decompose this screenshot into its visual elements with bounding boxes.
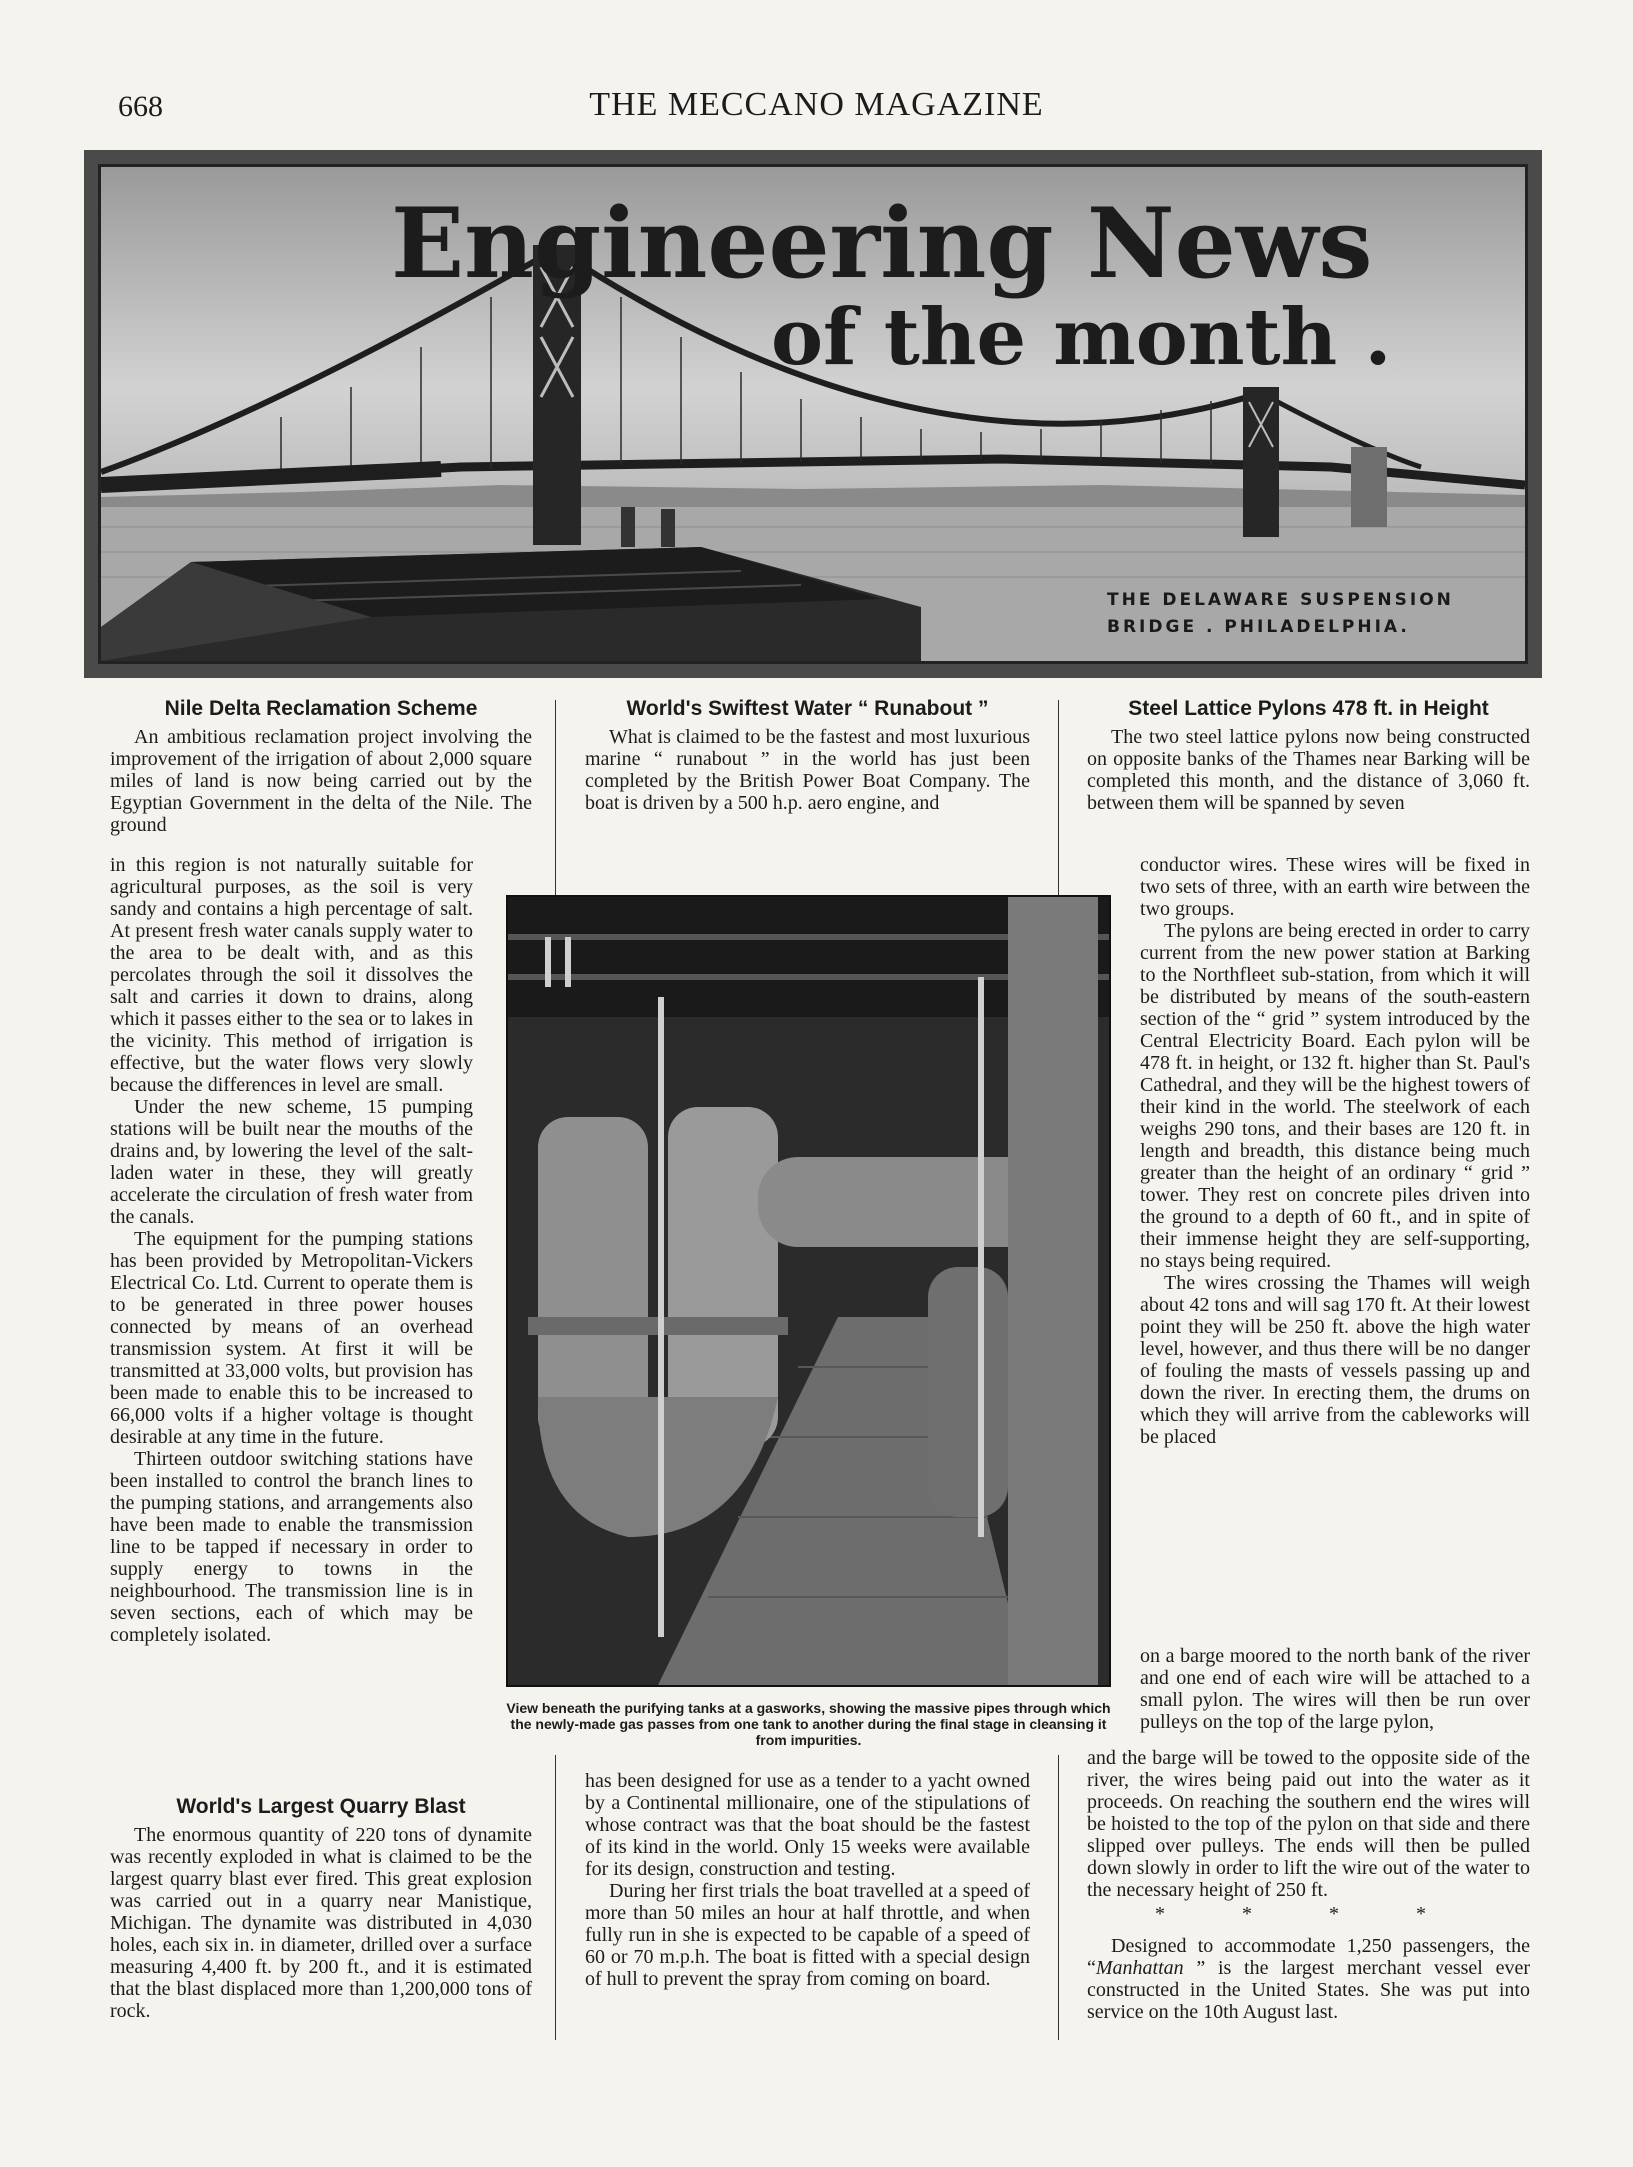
runabout-article-body: [585, 1770, 1030, 1990]
column-rule: [1058, 700, 1059, 895]
nile-paragraph-4: Thirteen outdoor switching stations have been installed to control the branch lines to the pumping stations, and arrangements also have been made to enable the transmission line to be tapped if necessary in order to supply energy to towns in the neighbourhood. The transmission line is in seven sections, each of which may be completely isolated.: [110, 1448, 473, 1646]
banner-caption: [1107, 587, 1454, 641]
pylons-paragraph-2: The pylons are being erected in order to carry current from the new power station at Barking to the Northfleet sub-station, from which it will be distributed by means of the south-eastern section of the “ grid ” system introduced by the Central Electricity Board. Each pylon will be 478 ft. in height, or 132 ft. higher than St. Paul's Cathedral, and they will be the highest towers of their kind in the world. The steelwork of each weighs 290 tons, and their bases are 120 ft. in length and breadth, this distance being much greater than the height of an ordinary “ grid ” tower. They rest on concrete piles driven into the ground to a depth of 60 ft., and in spite of their immense height they are self-supporting, no stays being required.: [1140, 920, 1530, 1272]
banner-illustration: [98, 164, 1528, 664]
column-rule: [1058, 1755, 1059, 2040]
column-rule: [555, 1755, 556, 2040]
quarry-paragraph: The enormous quantity of 220 tons of dynamite was recently exploded in what is claimed to be the largest quarry blast ever fired. This great explosion was carried out in a quarry near Manistique, Michigan. The dynamite was distributed in 4,030 holes, each six in. in diameter, drilled over a surface measuring 4,400 ft. by 200 ft., and it is estimated that the blast displaced more than 1,200,000 tons of rock.: [110, 1824, 532, 2022]
nile-article-top: [110, 698, 532, 836]
runabout-article-top: [585, 698, 1030, 814]
nile-paragraph-2: Under the new scheme, 15 pumping stations will be built near the mouths of the drains and, by lowering the level of the salt-laden water in these, they will greatly accelerate the circulation of fresh water from the canals.: [110, 1096, 473, 1228]
quarry-heading: World's Largest Quarry Blast: [176, 1795, 466, 1818]
gasworks-illustration: [508, 897, 1109, 1685]
photo-caption: View beneath the purifying tanks at a gasworks, showing the massive pipes through which the newly-made gas passes from one tank to another during the final stage in cleansing it from impurities.: [506, 1700, 1111, 1748]
column-rule: [555, 700, 556, 895]
nile-heading: Nile Delta Reclamation Scheme: [164, 697, 478, 720]
runabout-paragraph-1: What is claimed to be the fastest and most luxurious marine “ runabout ” in the world has just been completed by the British Power Boat Company. The boat is driven by a 500 h.p. aero engine, and: [585, 726, 1030, 814]
manhattan-text-pre: Designed to accommodate 1,250 passengers, the “: [1087, 1935, 1530, 1979]
banner-caption-line2: BRIDGE . PHILADELPHIA.: [1107, 617, 1410, 637]
pylons-paragraph-3: The wires crossing the Thames will weigh about 42 tons and will sag 170 ft. At their lowest point they will be 250 ft. above the high water level, however, and thus there will be no danger of fouling the masts of vessels passing up and down the river. In erecting them, the drums on which they will arrive from the cableworks will be placed: [1140, 1272, 1530, 1448]
magazine-title: THE MECCANO MAGAZINE: [589, 86, 1044, 123]
pylons-paragraph-1: The two steel lattice pylons now being constructed on opposite banks of the Thames near Barking will be completed this month, and the distance of 3,060 ft. between them will be spanned by seven: [1087, 726, 1530, 814]
page-number: 668: [118, 90, 163, 123]
banner-title-line1: Engineering News: [391, 187, 1373, 300]
manhattan-ship-name: Manhattan: [1095, 1957, 1184, 1979]
manhattan-text-post: ” is the largest merchant vessel ever constructed in the United States. She was put into service on the 10th August last.: [1087, 1957, 1530, 2023]
runabout-paragraph-1-continued: has been designed for use as a tender to a yacht owned by a Continental millionaire, one of the stipulations of whose contract was that the boat should be the fastest of its kind in the world. Only 15 weeks were available for its design, construction and testing.: [585, 1770, 1030, 1880]
banner-caption-line1: THE DELAWARE SUSPENSION: [1107, 590, 1454, 610]
runabout-paragraph-2: During her first trials the boat travelled at a speed of more than 50 miles an hour at half throttle, and when fully run in she is expected to be capable of a speed of 60 or 70 m.p.h. The boat is fitted with a special design of hull to prevent the spray from coming on board.: [585, 1880, 1030, 1990]
pylons-paragraph-3-continued: on a barge moored to the north bank of the river and one end of each wire will be attached to a small pylon. The wires will then be run over pulleys on the top of the large pylon,: [1140, 1645, 1530, 1733]
pylons-heading: Steel Lattice Pylons 478 ft. in Height: [1128, 697, 1489, 720]
quarry-article: [110, 1796, 532, 2022]
pylons-article-body: [1140, 854, 1530, 1448]
pylons-article-end: [1087, 1747, 1530, 2023]
nile-article-body: [110, 854, 473, 1646]
section-separator: * * * *: [1155, 1903, 1462, 1925]
banner-title-line2: of the month .: [771, 292, 1392, 383]
gasworks-photo: [506, 895, 1111, 1687]
pylons-article-body-2: [1140, 1645, 1530, 1733]
nile-paragraph-1: An ambitious reclamation project involving the improvement of the irrigation of about 2,000 square miles of land is now being carried out by the Egyptian Government in the delta of the Nile. The ground: [110, 726, 532, 836]
nile-paragraph-3: The equipment for the pumping stations has been provided by Metropolitan-Vickers Electrical Co. Ltd. Current to operate them is to be generated in three power houses connected by means of an overhead transmission system. At first it will be transmitted at 33,000 volts, but provision has been made to enable this to be increased to 66,000 volts if a higher voltage is thought desirable at any time in the future.: [110, 1228, 473, 1448]
nile-paragraph-1-continued: in this region is not naturally suitable for agricultural purposes, as the soil is very sandy and contains a high percentage of salt. At present fresh water canals supply water to the area to be dealt with, and as this percolates through the soil it dissolves the salt and carries it down to drains, along which it passes either to the sea or to lakes in the vicinity. This method of irrigation is effective, but the water flows very slowly because the differences in level are small.: [110, 854, 473, 1096]
banner: [84, 150, 1542, 678]
pylons-paragraph-1-continued: conductor wires. These wires will be fixed in two sets of three, with an earth wire between the two groups.: [1140, 854, 1530, 920]
pylons-paragraph-3-end: and the barge will be towed to the opposite side of the river, the wires being paid out into the water as it proceeds. On reaching the southern end the wires will be hoisted to the top of the pylon on that side and there slipped over pulleys. The ends will then be pulled down slowly in order to lift the wire out of the water to the necessary height of 250 ft.: [1087, 1747, 1530, 1901]
pylons-article-top: [1087, 698, 1530, 814]
runabout-heading: World's Swiftest Water “ Runabout ”: [626, 697, 989, 720]
manhattan-paragraph: [1087, 1935, 1530, 2023]
